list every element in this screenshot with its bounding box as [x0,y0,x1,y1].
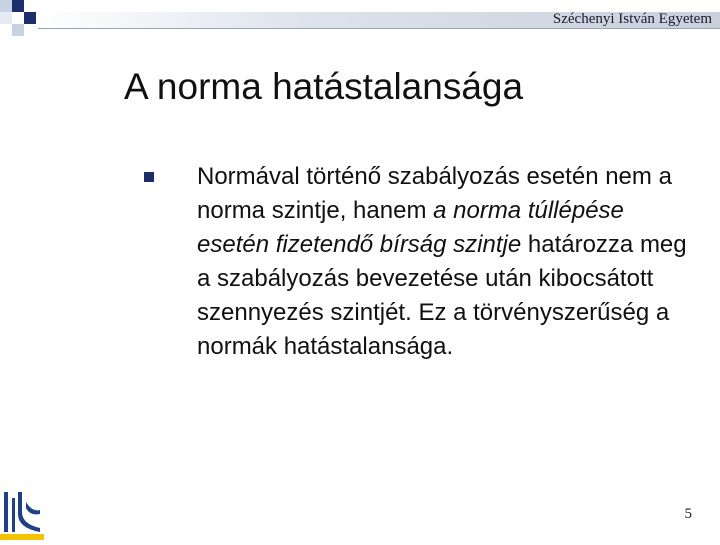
decor-square [12,0,24,12]
decor-square [24,12,36,24]
square-bullet-icon [144,172,154,182]
page-number: 5 [684,506,692,522]
decor-square [0,12,12,24]
bullet-text-part: Normával történő szabályozás esetén nem a norma szintje, hanem [197,163,672,224]
university-logo-svg [0,488,44,540]
university-name: Széchenyi István Egyetem [552,11,712,27]
bullet-item [197,160,697,364]
decor-square [12,24,24,36]
bullet-text-italic: a norma túllépése esetén fizetendő bírság szintje [197,197,624,258]
bullet-text-part: határozza meg a szabályozás bevezetése után kibocsátott szennyezés szintjét. Ez a törvényszerűség a normák hatástalansága. [197,231,687,360]
slide-title: A norma hatástalansága [124,66,524,107]
university-logo-icon [0,488,44,540]
decor-square [0,0,12,12]
header-rule [38,28,720,29]
